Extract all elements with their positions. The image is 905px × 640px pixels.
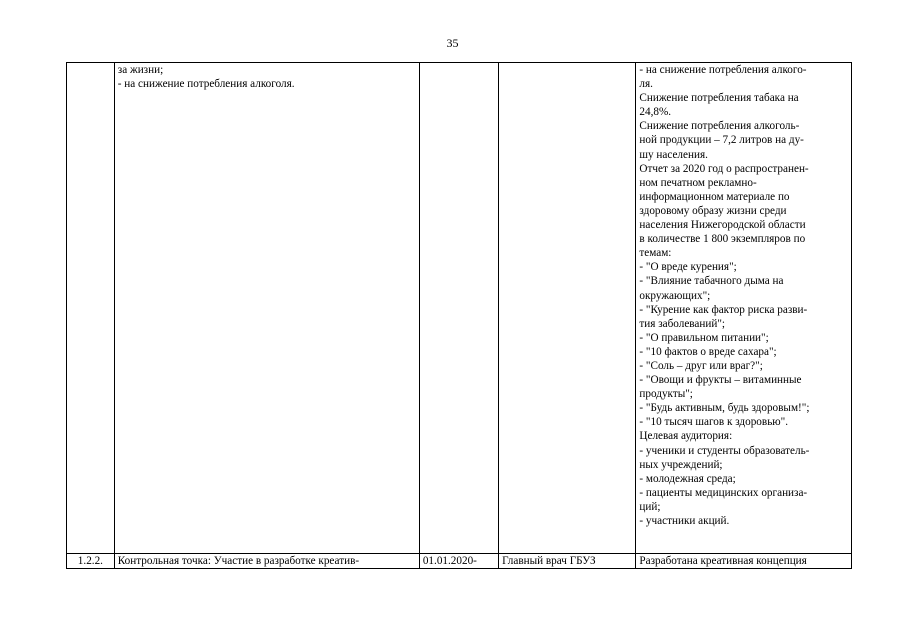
responsible-cell: Главный врач ГБУЗ bbox=[499, 554, 636, 569]
date-cell bbox=[419, 63, 498, 554]
result-line: тия заболеваний"; bbox=[639, 317, 726, 330]
result-line: окружающих"; bbox=[639, 289, 711, 302]
result-line: шу населения. bbox=[639, 148, 708, 161]
result-line: - молодежная среда; bbox=[639, 472, 736, 485]
result-line: Отчет за 2020 год о распространен- bbox=[639, 162, 809, 175]
result-line: информационном материале по bbox=[639, 190, 790, 203]
row-number-cell bbox=[67, 63, 115, 554]
result-line: - ученики и студенты образователь- bbox=[639, 444, 810, 457]
result-line: - "Влияние табачного дыма на bbox=[639, 275, 784, 288]
date-cell: 01.01.2020- bbox=[419, 554, 498, 569]
result-line: - "О вреде курения"; bbox=[639, 261, 737, 274]
result-line: - "10 фактов о вреде сахара"; bbox=[639, 345, 777, 358]
result-line: Снижение потребления алкоголь- bbox=[639, 120, 800, 133]
page-number: 35 bbox=[446, 36, 459, 50]
plan-table bbox=[66, 62, 852, 569]
table-row bbox=[67, 554, 852, 569]
result-line: Снижение потребления табака на bbox=[639, 92, 799, 105]
result-line: - на снижение потребления алкого- bbox=[639, 64, 807, 76]
result-cell: Разработана креативная концепция bbox=[636, 554, 852, 569]
table-row bbox=[67, 63, 852, 554]
result-line: ном печатном рекламно- bbox=[639, 176, 757, 189]
result-line: Целевая аудитория: bbox=[639, 430, 733, 443]
result-line: 24,8%. bbox=[639, 106, 672, 119]
result-line: - "Соль – друг или враг?"; bbox=[639, 359, 763, 372]
result-line: - участники акций. bbox=[639, 515, 730, 527]
description-cell: Контрольная точка: Участие в разработке креатив- bbox=[114, 554, 419, 569]
result-line: - пациенты медицинских организа- bbox=[639, 486, 808, 499]
result-line: ной продукции – 7,2 литров на ду- bbox=[639, 134, 804, 147]
result-line: - "10 тысяч шагов к здоровью". bbox=[639, 416, 789, 429]
description-line: за жизни; bbox=[117, 64, 164, 76]
result-cell bbox=[636, 63, 852, 554]
row-number-cell: 1.2.2. bbox=[67, 554, 115, 569]
result-line: в количестве 1 800 экземпляров по bbox=[639, 233, 806, 246]
result-line: населения Нижегородской области bbox=[639, 219, 806, 232]
result-line: ля. bbox=[639, 78, 653, 91]
result-line: продукты"; bbox=[639, 388, 693, 401]
description-line: - на снижение потребления алкоголя. bbox=[117, 78, 295, 91]
result-line: - "Будь активным, будь здоровым!"; bbox=[639, 402, 810, 415]
responsible-cell bbox=[499, 63, 636, 554]
result-line: ных учреждений; bbox=[639, 458, 723, 471]
description-cell bbox=[114, 63, 419, 554]
result-line: - "О правильном питании"; bbox=[639, 331, 769, 344]
result-line: здоровому образу жизни среди bbox=[639, 204, 787, 217]
result-line: - "Курение как фактор риска разви- bbox=[639, 303, 808, 316]
result-line: темам: bbox=[639, 247, 672, 260]
result-line: - "Овощи и фрукты – витаминные bbox=[639, 374, 802, 387]
result-line: ций; bbox=[639, 500, 661, 513]
